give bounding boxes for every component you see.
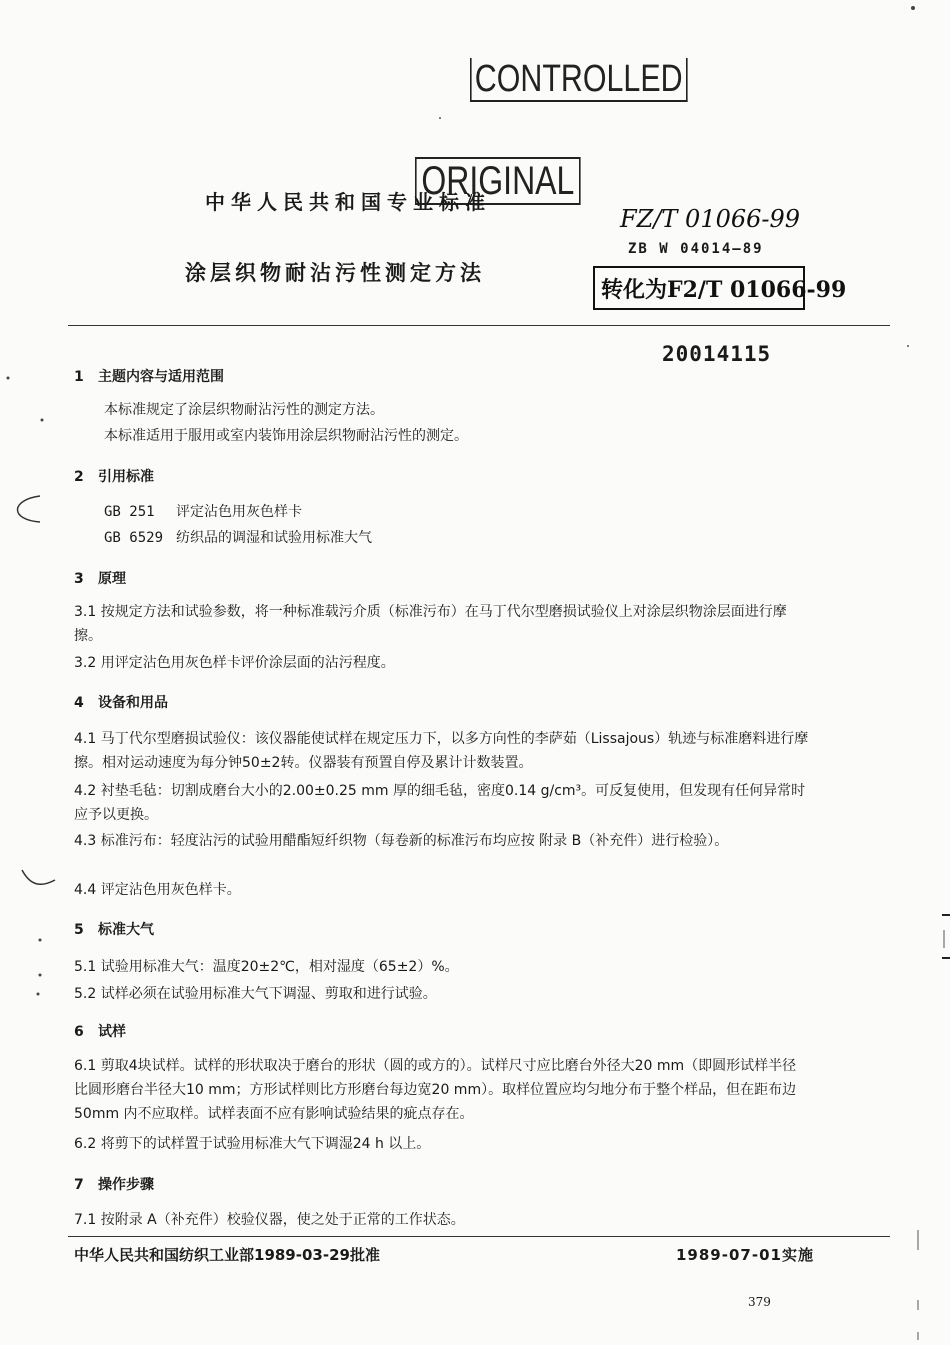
paragraph: 5.2 试样必须在试验用标准大气下调湿、剪取和进行试验。 xyxy=(74,986,437,1002)
paragraph: 6.1 剪取4块试样。试样的形状取决于磨台的形状（圆的或方的）。试样尺寸应比磨台外径大20 mm（即圆形试样半径比圆形磨台半径大10 mm；方形试样则比方形磨台每边宽20 mm）。取样位置应均匀地分布于整个样品，但在距布边50mm 内不应取样。试样表面不应有影响试验结果的疵点存在。 xyxy=(74,1058,797,1122)
paragraph: 本标准适用于服用或室内装饰用涂层织物耐沾污性的测定。 xyxy=(104,428,468,444)
paragraph: 4.2 衬垫毛毡：切割成磨台大小的2.00±0.25 mm 厚的细毛毡，密度0.14 g/cm³。可反复使用，但发现有任何异常时应予以更换。 xyxy=(74,783,806,823)
serial-number: 20014115 xyxy=(662,342,772,366)
section-title: 操作步骤 xyxy=(98,1177,154,1193)
section-number: 7 xyxy=(74,1177,84,1193)
section-title: 试样 xyxy=(98,1024,126,1040)
section-number: 1 xyxy=(74,369,84,385)
reference-code: GB 6529 xyxy=(104,530,164,546)
paragraph: 5.1 试验用标准大气：温度20±2℃，相对湿度（65±2）%。 xyxy=(74,959,459,975)
paragraph: 4.1 马丁代尔型磨损试验仪：该仪器能使试样在规定压力下，以多方向性的李萨茹（Lissajous）轨迹与标准磨料进行摩擦。相对运动速度为每分钟50±2转。仪器装有预置自停及累计计数装置。 xyxy=(74,731,809,771)
scan-dot xyxy=(41,419,44,422)
section-number: 6 xyxy=(74,1024,84,1040)
scan-dot xyxy=(911,6,915,10)
scan-dot xyxy=(39,974,42,977)
document-title: 涂层织物耐沾污性测定方法 xyxy=(185,261,485,285)
section-title: 设备和用品 xyxy=(98,695,168,711)
paragraph: 7.1 按附录 A（补充件）校验仪器，使之处于正常的工作状态。 xyxy=(74,1212,465,1228)
standard-type: 中华人民共和国专业标准 xyxy=(205,190,491,214)
scan-arc-mark xyxy=(18,496,41,522)
section-title: 主题内容与适用范围 xyxy=(98,369,224,385)
section-title: 标准大气 xyxy=(98,922,154,938)
scan-dot xyxy=(7,377,10,380)
paragraph: 4.4 评定沾色用灰色样卡。 xyxy=(74,882,241,898)
section-title: 引用标准 xyxy=(98,469,154,485)
approval-line: 中华人民共和国纺织工业部1989-03-29批准 xyxy=(74,1246,380,1264)
standard-code: ZB W 04014—89 xyxy=(628,241,764,257)
section-title: 原理 xyxy=(98,571,126,587)
reference-code: GB 251 xyxy=(104,504,155,520)
converted-stamp: 转化为F2/T 01066-99 xyxy=(593,266,805,310)
section-number: 5 xyxy=(74,922,84,938)
scan-dot xyxy=(907,345,909,347)
controlled-stamp: CONTROLLED xyxy=(470,58,687,102)
paragraph: 3.2 用评定沾色用灰色样卡评价涂层面的沾污程度。 xyxy=(74,655,395,671)
scan-dot xyxy=(439,117,441,119)
section-number: 3 xyxy=(74,571,84,587)
section-number: 4 xyxy=(74,695,84,711)
reference-title: 评定沾色用灰色样卡 xyxy=(176,504,302,520)
scan-arc-mark xyxy=(22,870,55,884)
page-number: 379 xyxy=(748,1295,771,1309)
reference-title: 纺织品的调湿和试验用标准大气 xyxy=(176,530,372,546)
paragraph: 本标准规定了涂层织物耐沾污性的测定方法。 xyxy=(104,402,384,418)
handwritten-code: FZ/T 01066-99 xyxy=(620,205,801,233)
scan-dot xyxy=(39,939,42,942)
paragraph: 3.1 按规定方法和试验参数，将一种标准载污介质（标准污布）在马丁代尔型磨损试验仪上对涂层织物涂层面进行摩擦。 xyxy=(74,604,787,644)
paragraph: 6.2 将剪下的试样置于试验用标准大气下调湿24 h 以上。 xyxy=(74,1136,431,1152)
section-number: 2 xyxy=(74,469,84,485)
original-stamp: ORIGINAL xyxy=(415,157,581,205)
scan-dot xyxy=(37,993,40,996)
effective-date: 1989-07-01实施 xyxy=(676,1246,814,1264)
paragraph: 4.3 标准污布：轻度沾污的试验用醋酯短纤织物（每卷新的标准污布均应按 附录 B（补充件）进行检验）。 xyxy=(74,833,729,849)
